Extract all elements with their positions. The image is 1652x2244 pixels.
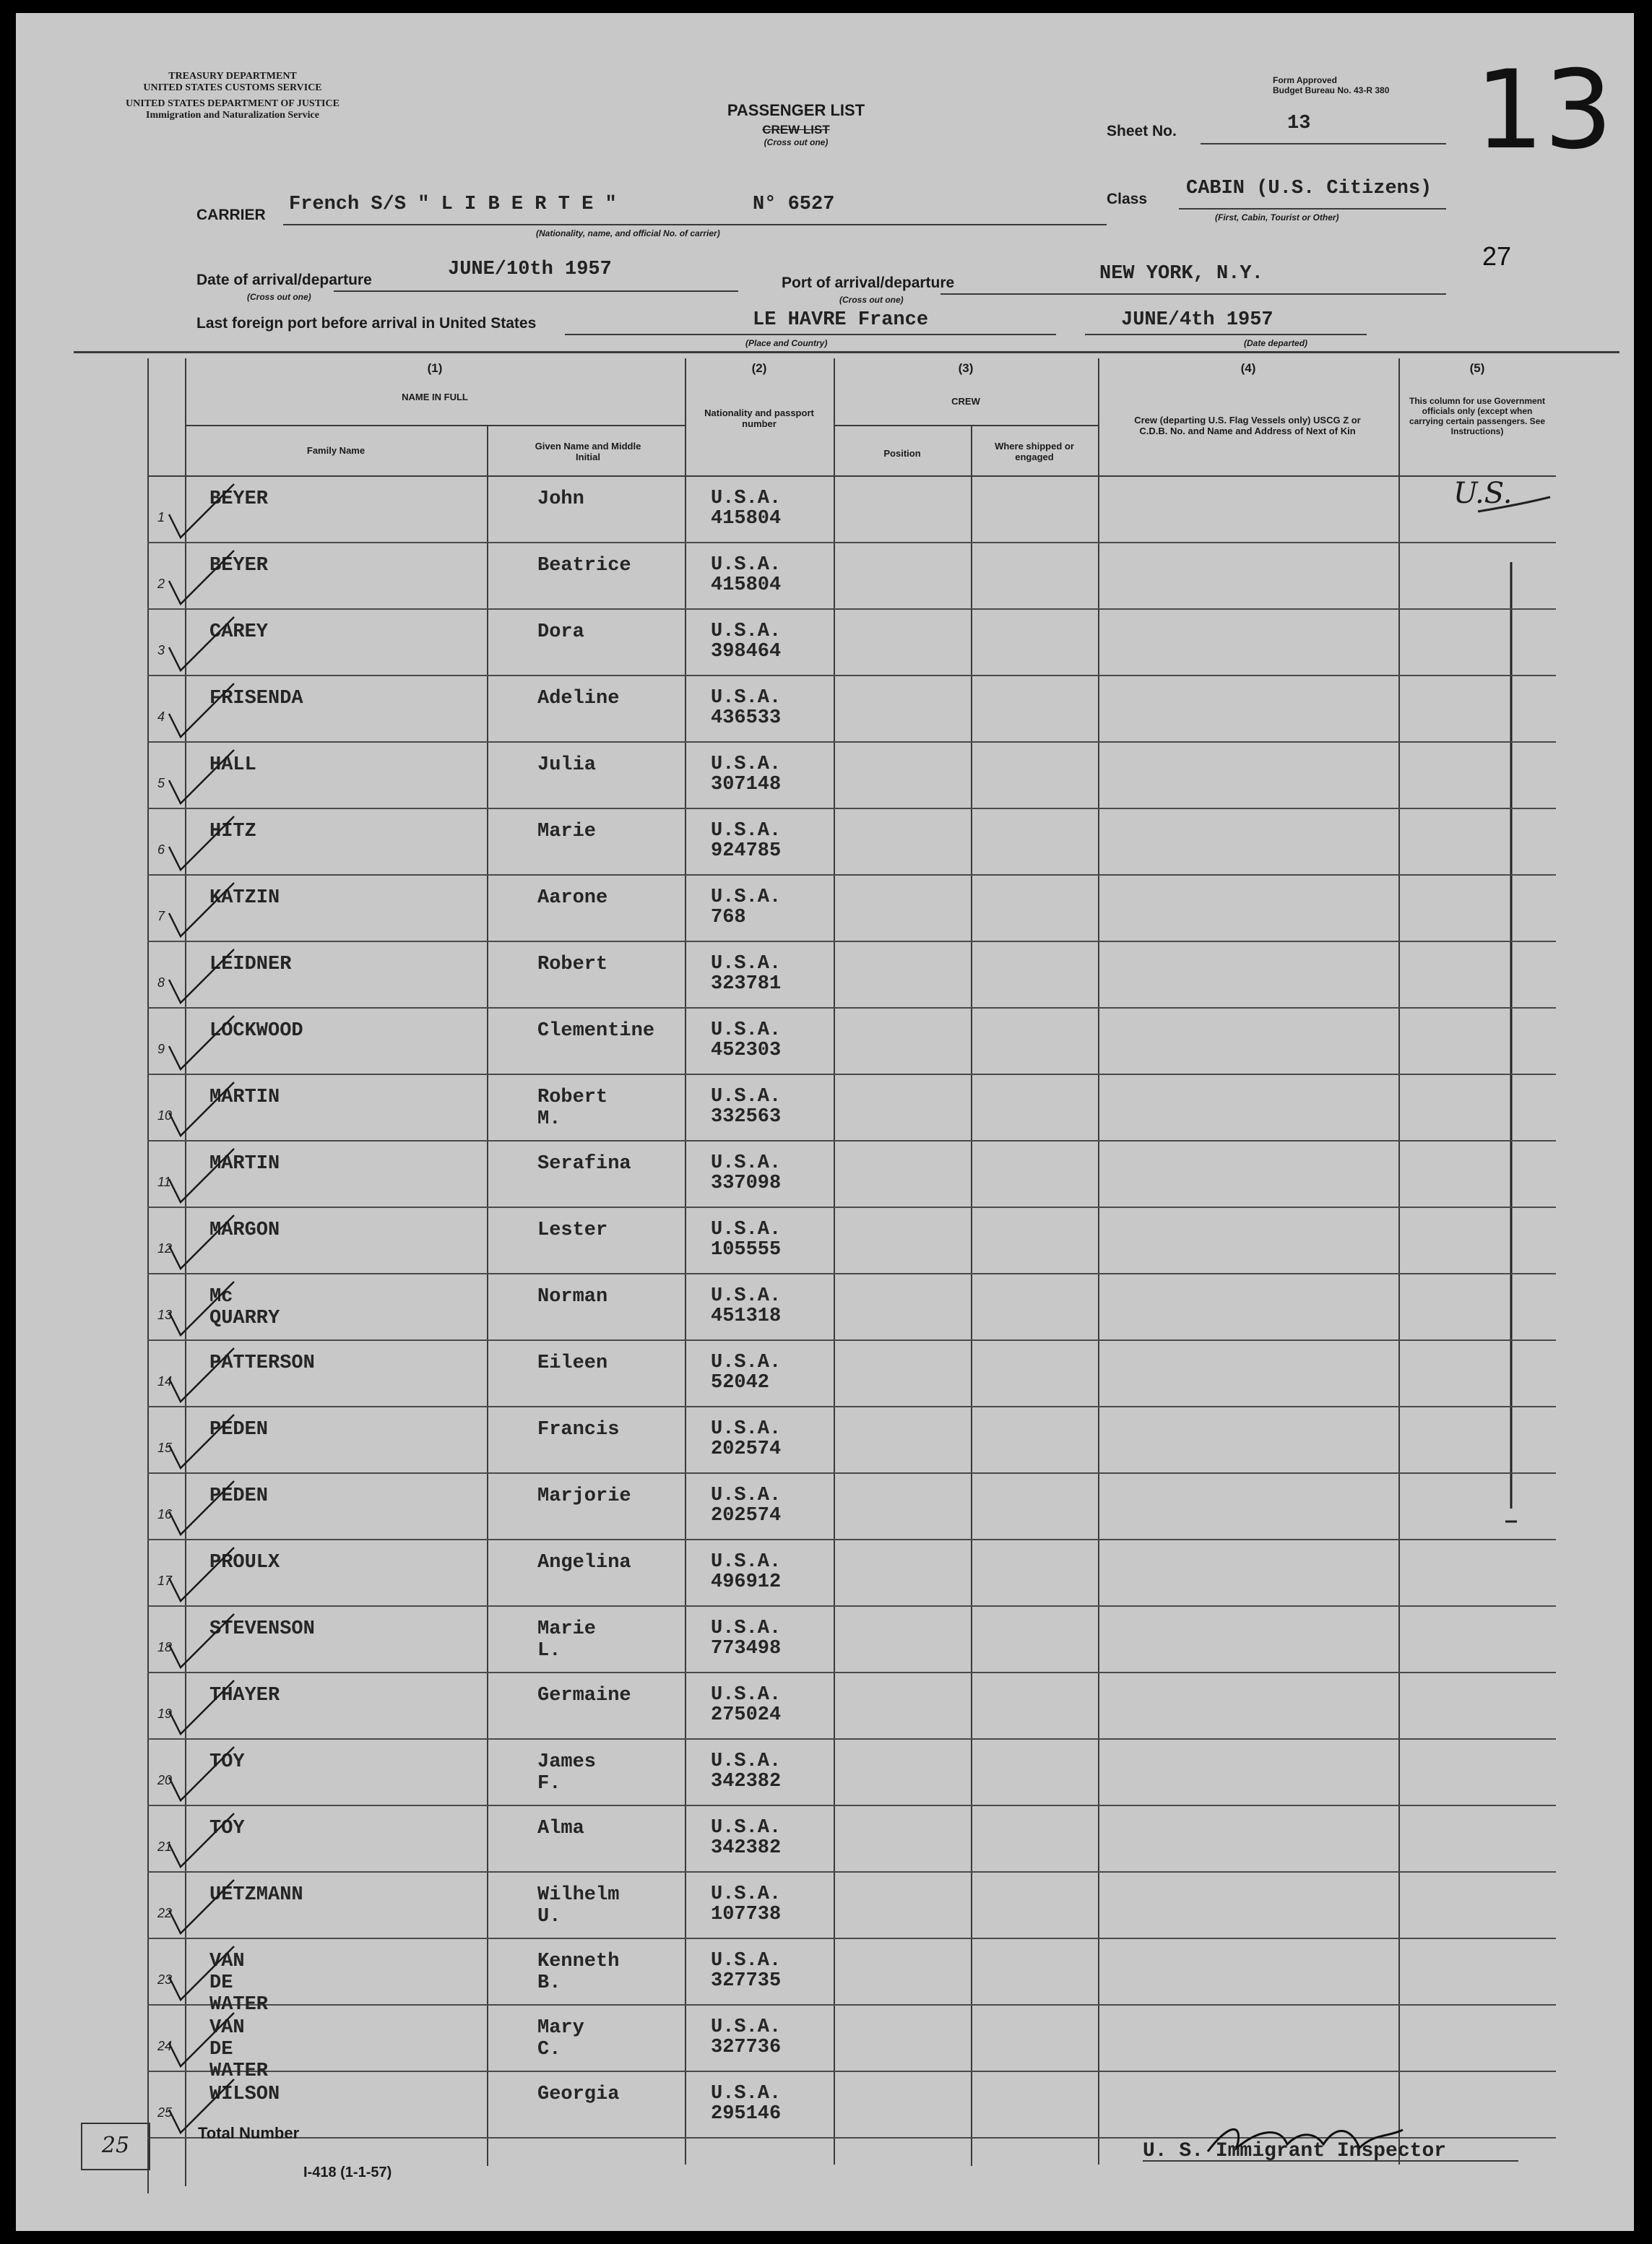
row-rule [147,1273,1556,1274]
nationality: U.S.A. [711,1485,782,1506]
inspector-label: U. S. Immigrant Inspector [1143,2140,1447,2162]
check-mark-icon [165,1344,244,1409]
row-rule [147,1672,1556,1673]
given-name: Francis [537,1419,620,1441]
passport-number: 332563 [711,1106,782,1128]
passport-number: 398464 [711,641,782,663]
passport-number: 924785 [711,840,782,862]
class-label: Class [1107,191,1148,207]
row-rule [147,608,1556,610]
check-mark-icon [165,1942,244,2007]
family-name: PEDEN [209,1419,269,1441]
last-port-value: LE HAVRE France [753,309,929,331]
col3-sub-rule [834,425,1098,426]
family-given-divider [487,425,488,2166]
given-name: Georgia [537,2084,620,2105]
nationality: U.S.A. [711,1418,782,1440]
nationality: U.S.A. [711,621,782,642]
check-mark-icon [165,1743,244,1808]
col3-subdivider [971,425,972,2166]
table-left-border [147,358,149,2193]
nationality: U.S.A. [711,2083,782,2105]
family-name: PEDEN [209,1485,269,1507]
passport-number: 295146 [711,2103,782,2125]
family-name: THAYER [209,1685,280,1706]
family-name: STEVENSON [209,1618,315,1640]
total-value: 25 [101,2133,130,2158]
agency-line-4: Immigration and Naturalization Service [146,110,319,121]
given-name: Robert M. [537,1087,608,1130]
date-value: JUNE/10th 1957 [448,259,612,280]
family-name: PATTERSON [209,1352,315,1374]
col5-number: (5) [1469,361,1485,375]
check-mark-icon [165,879,244,944]
passport-number: 107738 [711,1904,782,1925]
row-number: 1 [157,510,165,525]
col4-number: (4) [1240,361,1256,375]
given-name: Lester [537,1220,608,1241]
row-number: 2 [157,577,165,591]
given-name: Eileen [537,1352,608,1374]
row-rule [147,874,1556,876]
row-number: 7 [157,909,165,923]
nationality: U.S.A. [711,1551,782,1573]
family-name: UETZMANN [209,1884,303,1906]
family-name: VAN DE WATER [209,1951,269,2016]
check-mark-icon [165,1144,244,1209]
row-rule [147,2004,1556,2006]
check-mark-icon [165,1543,244,1608]
family-name: CAREY [209,621,269,643]
carrier-value: French S/S " L I B E R T E " [289,194,617,215]
given-name: Marie L. [537,1618,597,1662]
last-port-label: Last foreign port before arrival in United States [196,315,537,332]
check-mark-icon [165,546,244,611]
family-name: TOY [209,1751,245,1773]
approval-line-1: Form Approved [1273,75,1337,85]
row-rule [147,941,1556,942]
passport-number: 105555 [711,1239,782,1261]
family-name: VAN DE WATER [209,2017,269,2082]
carrier-official-no: N° 6527 [753,194,835,215]
row-number: 10 [157,1108,173,1123]
row-number: 15 [157,1441,173,1455]
col5-pencil-line [1398,475,1630,1530]
row-number: 11 [157,1175,171,1189]
family-name: HALL [209,754,256,776]
form-title-note: (Cross out one) [764,137,829,147]
family-name: PROULX [209,1552,280,1574]
row-rule [147,1007,1556,1009]
passport-number: 415804 [711,508,782,530]
nationality: U.S.A. [711,754,782,775]
row-rule [147,675,1556,676]
class-note: (First, Cabin, Tourist or Other) [1215,212,1339,223]
agency-line-2: UNITED STATES CUSTOMS SERVICE [143,82,322,93]
agency-line-3: UNITED STATES DEPARTMENT OF JUSTICE [126,98,340,109]
nationality: U.S.A. [711,1285,782,1307]
given-name: Norman [537,1286,608,1308]
family-name: MARTIN [209,1153,280,1175]
check-mark-icon [165,1876,244,1941]
col1-number: (1) [427,361,443,375]
col3-number: (3) [958,361,974,375]
col5-title: This column for use Government officials only (except when carrying certain passengers. See Instructions) [1409,396,1546,436]
family-name: FRISENDA [209,688,303,709]
given-name: Angelina [537,1552,631,1574]
family-name: BEYER [209,555,269,577]
col1-given-heading: Given Name and Middle Initial [535,441,641,462]
row-number: 3 [157,643,165,657]
check-mark-icon [165,1809,244,1874]
check-mark-icon [165,1277,244,1342]
nationality: U.S.A. [711,953,782,975]
sheet-label: Sheet No. [1107,123,1177,139]
row-rule [147,1207,1556,1208]
given-name: John [537,488,584,510]
nationality: U.S.A. [711,886,782,908]
family-name: MARTIN [209,1087,280,1108]
row-number: 23 [157,1972,173,1987]
row-number: 17 [157,1574,173,1588]
passport-number: 52042 [711,1372,770,1394]
row-number: 14 [157,1374,173,1389]
col3-shipped-heading: Where shipped or engaged [995,441,1074,462]
approval-line-2: Budget Bureau No. 43-R 380 [1273,85,1390,95]
passport-number: 452303 [711,1040,782,1061]
check-mark-icon [165,1676,244,1741]
check-mark-icon [165,2008,244,2073]
port-note: (Cross out one) [839,295,904,305]
col3-title: CREW [951,396,980,407]
class-underline [1179,208,1446,210]
date-note: (Cross out one) [247,292,311,302]
given-name: Adeline [537,688,620,709]
form-title-passenger: PASSENGER LIST [727,101,865,119]
check-mark-icon [165,1078,244,1143]
row-number: 21 [157,1839,173,1854]
approval-note [1273,75,1389,95]
last-port-date-note: (Date departed) [1244,338,1308,348]
passport-number: 202574 [711,1505,782,1527]
carrier-note: (Nationality, name, and official No. of carrier) [536,228,720,238]
nationality: U.S.A. [711,1817,782,1839]
nationality: U.S.A. [711,1883,782,1905]
row-number: 13 [157,1308,173,1322]
check-mark-icon [165,812,244,877]
row-rule [147,808,1556,809]
nationality: U.S.A. [711,554,782,576]
row-number: 19 [157,1706,173,1721]
col1-title: NAME IN FULL [402,392,468,402]
agency-header [59,71,406,121]
given-name: Julia [537,754,597,776]
carrier-underline [283,224,1107,225]
passport-number: 342382 [711,1837,782,1859]
check-mark-icon [165,480,244,545]
nationality: U.S.A. [711,820,782,842]
given-name: Serafina [537,1153,631,1175]
family-name: Mc QUARRY [209,1286,280,1329]
port-value: NEW YORK, N.Y. [1099,263,1263,285]
header-rule [74,351,1619,353]
nationality: U.S.A. [711,1086,782,1108]
passport-number: 496912 [711,1571,782,1593]
side-number: 27 [1482,241,1512,271]
check-mark-icon [165,746,244,811]
check-mark-icon [165,613,244,678]
row-number: 18 [157,1640,173,1654]
family-name: KATZIN [209,887,280,909]
carrier-label: CARRIER [196,207,266,223]
nationality: U.S.A. [711,1352,782,1373]
row-number: 16 [157,1507,173,1522]
sheet-value: 13 [1287,113,1311,134]
nationality: U.S.A. [711,488,782,509]
header-bottom-rule [147,475,1556,477]
agency-line-1: TREASURY DEPARTMENT [168,71,297,82]
passport-number: 773498 [711,1638,782,1660]
total-label: Total Number [198,2124,300,2142]
port-label: Port of arrival/departure [782,275,955,291]
form-title-crew: CREW LIST [762,123,830,137]
row-number: 5 [157,776,165,790]
date-label: Date of arrival/departure [196,272,372,288]
col3-col4-divider [1098,358,1099,2165]
form-title [688,101,904,147]
row-rule [147,1738,1556,1740]
form-id: I-418 (1-1-57) [303,2165,392,2180]
row-rule [147,1140,1556,1142]
row-rule [147,1605,1556,1607]
given-name: Aarone [537,887,608,909]
row-number: 8 [157,975,165,990]
row-rule [147,741,1556,743]
row-rule [147,542,1556,543]
col2-title: Nationality and passport number [704,407,814,429]
col1-family-heading: Family Name [306,445,366,456]
check-mark-icon [165,679,244,744]
col1-col2-divider [685,358,686,2165]
sheet-big-number: 13 [1475,48,1613,173]
nationality: U.S.A. [711,1618,782,1639]
family-name: HITZ [209,821,256,842]
nationality: U.S.A. [711,1950,782,1972]
family-name: WILSON [209,2084,280,2105]
passport-number: 327735 [711,1970,782,1992]
family-name: LEIDNER [209,954,292,975]
nationality: U.S.A. [711,1019,782,1041]
given-name: Kenneth B. [537,1951,620,1994]
check-mark-icon [165,1610,244,1675]
given-name: James F. [537,1751,597,1795]
col3-position-heading: Position [883,448,921,459]
passport-number: 768 [711,907,746,928]
passport-number: 337098 [711,1173,782,1194]
row-rule [147,2071,1556,2072]
check-mark-icon [165,1211,244,1276]
class-value: CABIN (U.S. Citizens) [1186,178,1432,199]
last-port-underline [565,334,1056,335]
nationality: U.S.A. [711,1684,782,1706]
check-mark-icon [165,945,244,1010]
col1-sub-rule [185,425,685,426]
row-rule [147,1074,1556,1075]
passport-number: 436533 [711,707,782,729]
row-number: 24 [157,2039,173,2053]
check-mark-icon [165,1477,244,1542]
given-name: Alma [537,1818,584,1839]
passport-number: 202574 [711,1438,782,1460]
nationality: U.S.A. [711,1152,782,1174]
col2-number: (2) [751,361,767,375]
nationality: U.S.A. [711,1751,782,1772]
inspector-signature [1201,2115,1417,2166]
given-name: Marjorie [537,1485,631,1507]
row-number: 6 [157,842,165,857]
passport-number: 275024 [711,1704,782,1726]
row-number: 22 [157,1906,173,1920]
check-mark-icon [165,1011,244,1076]
passenger-list-form [16,13,1634,2231]
family-name: BEYER [209,488,269,510]
row-number: 9 [157,1042,165,1056]
passport-number: 451318 [711,1306,782,1327]
family-name: MARGON [209,1220,280,1241]
port-underline [940,293,1446,295]
given-name: Germaine [537,1685,631,1706]
last-port-note: (Place and Country) [745,338,828,348]
row-number: 4 [157,709,165,724]
col2-col3-divider [834,358,835,2165]
sheet-underline [1201,143,1446,144]
family-name: TOY [209,1818,245,1839]
passport-number: 327736 [711,2037,782,2058]
row-rule [147,1871,1556,1873]
given-name: Dora [537,621,584,643]
given-name: Wilhelm U. [537,1884,620,1928]
last-port-date: JUNE/4th 1957 [1121,309,1273,331]
last-port-date-underline [1085,334,1367,335]
given-name: Robert [537,954,608,975]
row-rule [147,1472,1556,1474]
passport-number: 415804 [711,574,782,596]
total-box [81,2123,150,2170]
row-number: 25 [157,2105,173,2120]
given-name: Mary C. [537,2017,584,2060]
row-rule [147,1805,1556,1806]
nationality: U.S.A. [711,687,782,709]
passport-number: 342382 [711,1771,782,1792]
nationality: U.S.A. [711,1219,782,1240]
date-underline [334,290,738,292]
row-number: 20 [157,1773,173,1787]
family-name: LOCKWOOD [209,1020,303,1042]
row-rule [147,1938,1556,1939]
given-name: Beatrice [537,555,631,577]
passport-number: 307148 [711,774,782,795]
nationality: U.S.A. [711,2016,782,2038]
check-mark-icon [165,1410,244,1475]
given-name: Clementine [537,1020,655,1042]
row-rule [147,1339,1556,1341]
col5-handwritten-mark: U.S. [1453,477,1513,510]
col4-title: Crew (departing U.S. Flag Vessels only) USCG Z or C.D.B. No. and Name and Address of Next of Kin [1134,415,1361,436]
row-rule [147,1406,1556,1407]
passport-number: 323781 [711,973,782,995]
given-name: Marie [537,821,597,842]
row-number: 12 [157,1241,173,1256]
row-rule [147,1539,1556,1540]
